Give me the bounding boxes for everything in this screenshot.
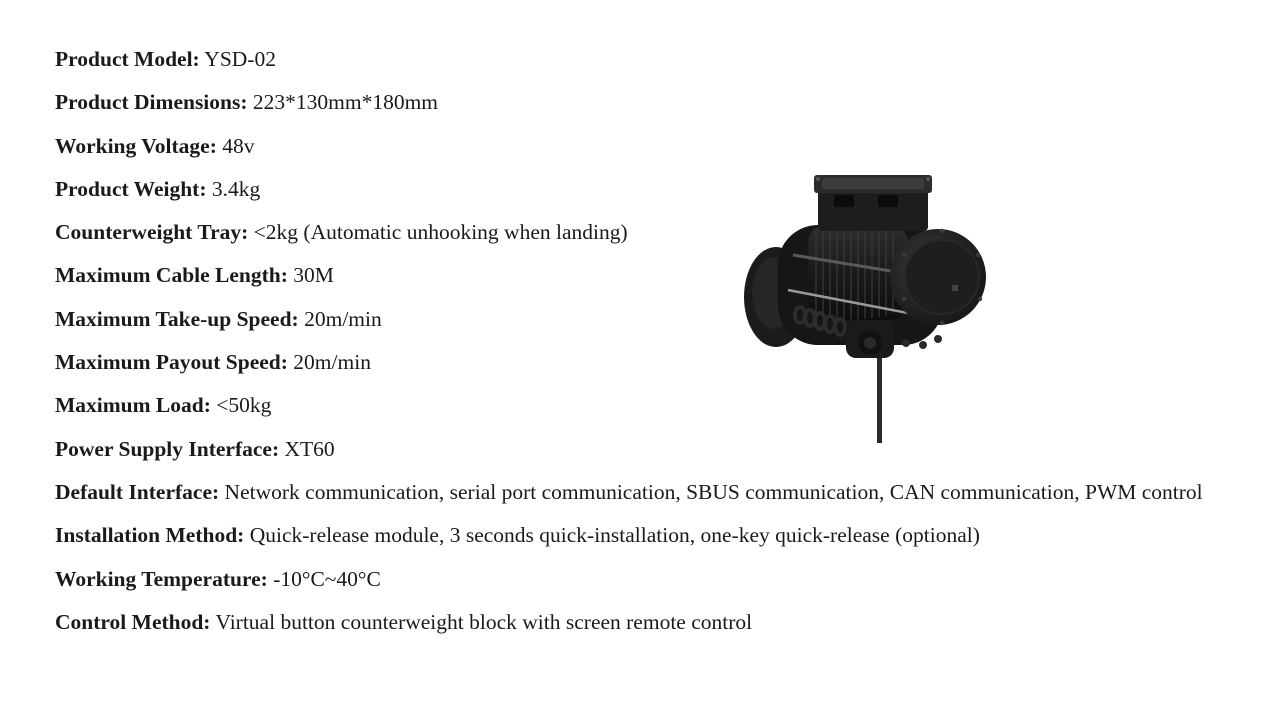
- spec-row-installation-method: [55, 514, 1235, 557]
- spec-label: Maximum Cable Length:: [55, 263, 288, 288]
- spec-value: Quick-release module, 3 seconds quick-installation, one-key quick-release (optional): [249, 523, 980, 548]
- spec-row-power-interface: [55, 428, 1235, 471]
- spec-row-max-cable-length: [55, 254, 1235, 297]
- spec-label: Counterweight Tray:: [55, 220, 249, 245]
- spec-label: Working Voltage:: [55, 133, 217, 158]
- spec-value: 20m/min: [304, 306, 382, 331]
- spec-value: YSD-02: [204, 47, 276, 71]
- spec-row-working-temperature: [55, 558, 1235, 601]
- spec-list: [55, 38, 1235, 644]
- spec-value: 20m/min: [293, 350, 371, 375]
- spec-row-default-interface: [55, 471, 1215, 514]
- spec-label: Control Method:: [55, 609, 211, 634]
- spec-value: Network communication, serial port communication, SBUS communication, CAN communication, PWM control: [224, 479, 1203, 504]
- spec-row-max-takeup-speed: [55, 298, 1235, 341]
- spec-value: -10°C~40°C: [273, 566, 381, 591]
- spec-label: Product Dimensions:: [55, 90, 248, 115]
- spec-label: Product Model:: [55, 47, 200, 71]
- spec-row-max-payout-speed: [55, 341, 1235, 384]
- spec-value: XT60: [284, 436, 335, 461]
- spec-value: 3.4kg: [211, 176, 261, 201]
- spec-value: Virtual button counterweight block with screen remote control: [215, 609, 753, 634]
- spec-label: Product Weight:: [55, 176, 207, 201]
- spec-value: 48v: [222, 133, 255, 158]
- spec-row-product-weight: [55, 168, 1235, 211]
- winch-product-image: [738, 165, 988, 445]
- spec-label: Maximum Take-up Speed:: [55, 306, 299, 331]
- spec-label: Working Temperature:: [55, 566, 268, 591]
- spec-value: <2kg (Automatic unhooking when landing): [253, 220, 628, 245]
- spec-label: Maximum Payout Speed:: [55, 350, 288, 375]
- spec-label: Power Supply Interface:: [55, 436, 280, 461]
- spec-row-control-method: [55, 601, 1235, 644]
- spec-value: 30M: [293, 263, 334, 288]
- spec-row-working-voltage: [55, 125, 1235, 168]
- spec-row-max-load: [55, 384, 1235, 427]
- spec-value: 223*130mm*180mm: [252, 90, 439, 115]
- spec-value: <50kg: [216, 393, 272, 418]
- spec-label: Maximum Load:: [55, 393, 211, 418]
- cable: [877, 355, 882, 443]
- spec-label: Installation Method:: [55, 523, 245, 548]
- spec-label: Default Interface:: [55, 479, 220, 504]
- spec-row-counterweight-tray: [55, 211, 1235, 254]
- spec-row-product-model: [55, 38, 1235, 81]
- spec-row-product-dimensions: [55, 81, 1235, 124]
